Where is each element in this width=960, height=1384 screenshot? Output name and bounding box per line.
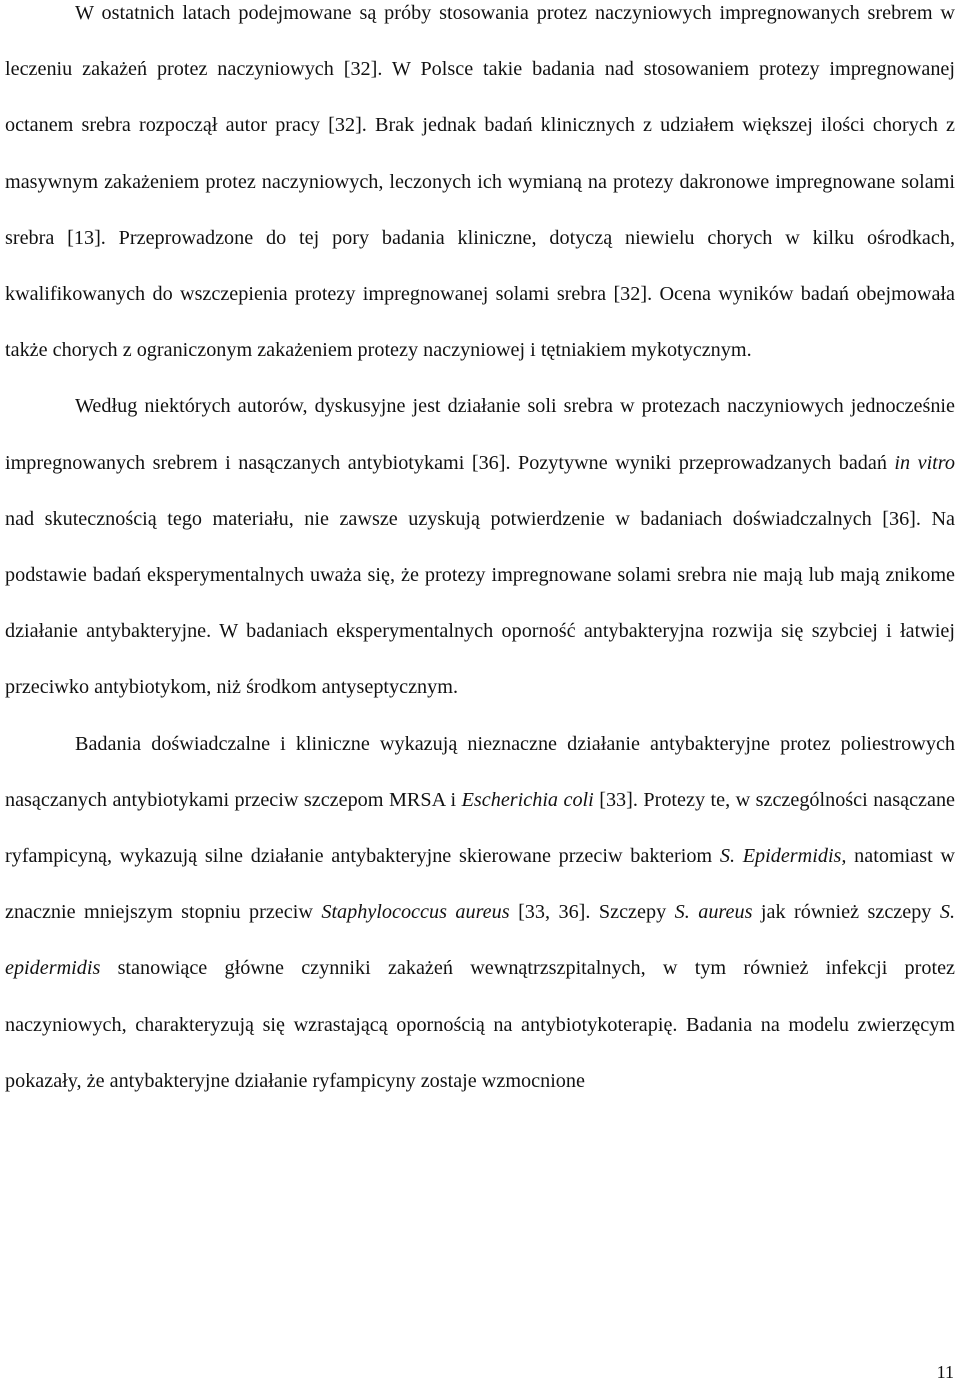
paragraph-3-text-b: [33]. Protezy te, w szczególności nasączane ryfampicyną, wykazują silne działanie antybakteryjne skierowane przeciw bakteriom	[5, 788, 956, 868]
paragraph-3-italic-staphylococcus: Staphylococcus aureus	[321, 901, 510, 924]
paragraph-3-italic-s-epidermidis-2: S. epidermidis	[5, 901, 955, 980]
paragraph-3-text-a: Badania doświadczalne i kliniczne wykazują nieznaczne działanie antybakteryjne protez poliestrowych nasączanych antybiotykami przeciw szczepom MRSA i	[5, 732, 955, 811]
paragraph-3	[5, 716, 955, 1109]
paragraph-3-text-e: jak również szczepy	[752, 901, 940, 924]
paragraph-3-text-d: [33, 36]. Szczepy	[509, 901, 675, 924]
paragraph-1	[5, 0, 955, 378]
paragraph-1-text: W ostatnich latach podejmowane są próby stosowania protez naczyniowych impregnowanych srebrem w leczeniu zakażeń protez naczyniowych [32]. W Polsce takie badania nad stosowaniem protezy impregnowanej octanem srebra rozpoczął autor pracy [32]. Brak jednak badań klinicznych z udziałem większej ilości chorych z masywnym zakażeniem protez naczyniowych, leczonych ich wymianą na protezy dakronowe impregnowane solami srebra [13]. Przeprowadzone do tej pory badania kliniczne, dotyczą niewielu chorych w kilku ośrodkach, kwalifikowanych do wszczepienia protezy impregnowanej solami srebra [32]. Ocena wyników badań obejmowała także chorych z ograniczonym zakażeniem protezy naczyniowej i tętniakiem mykotycznym.	[5, 2, 955, 362]
paragraph-3-italic-s-aureus: S. aureus	[674, 901, 753, 924]
paragraph-2-text-b: nad skutecznością tego materiału, nie zawsze uzyskują potwierdzenie w badaniach doświadczalnych [36]. Na podstawie badań eksperymentalnych uważa się, że protezy impregnowane solami srebra nie mają lub mają znikome działanie antybakteryjne. W badaniach eksperymentalnych oporność antybakteryjna rozwija się szybciej i łatwiej przeciwko antybiotykom, niż środkom antyseptycznym.	[5, 507, 955, 699]
document-page	[5, 0, 955, 1109]
paragraph-3-text-f: stanowiące główne czynniki zakażeń wewnątrzszpitalnych, w tym również infekcji protez naczyniowych, charakteryzują się wzrastającą opornością na antybiotykoterapię. Badania na modelu zwierzęcym pokazały, że antybakteryjne działanie ryfampicyny zostaje wzmocnione	[5, 957, 955, 1092]
paragraph-3-italic-s-epidermidis: S. Epidermidis,	[719, 845, 847, 868]
paragraph-3-text-c: natomiast w znacznie mniejszym stopniu przeciw	[5, 845, 955, 924]
paragraph-2-text-a: Według niektórych autorów, dyskusyjne jest działanie soli srebra w protezach naczyniowych jednocześnie impregnowanych srebrem i nasączanych antybiotykami [36]. Pozytywne wyniki przeprowadzanych badań	[5, 395, 955, 474]
paragraph-2	[5, 378, 955, 715]
page-number: 11	[936, 1362, 954, 1382]
paragraph-2-italic-in-vitro: in vitro	[894, 451, 955, 474]
paragraph-3-italic-escherichia: Escherichia coli	[461, 788, 594, 811]
